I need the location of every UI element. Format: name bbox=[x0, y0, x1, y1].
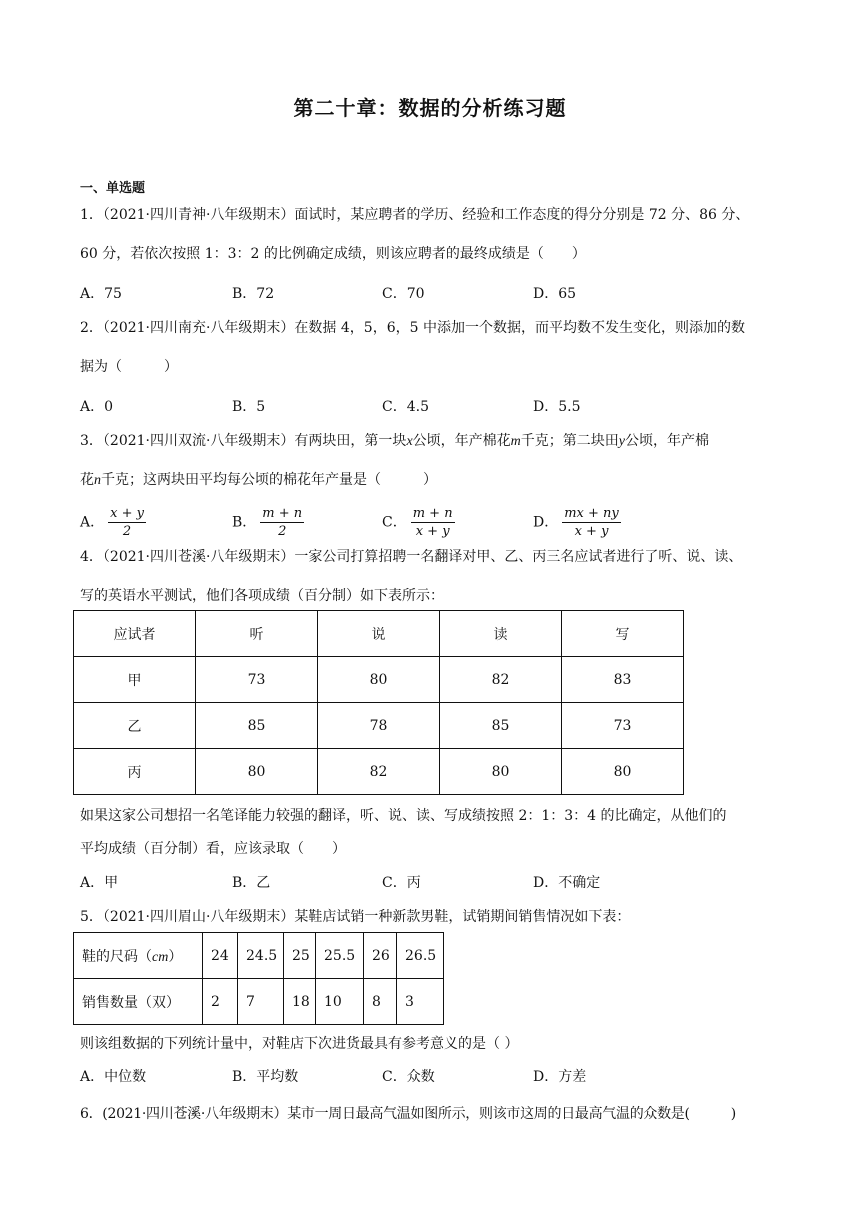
shoe-sales-table bbox=[73, 932, 444, 1025]
option-b: B．平均数 bbox=[232, 1069, 299, 1085]
question-5-line-2: 则该组数据的下列统计量中，对鞋店下次进货最具有参考意义的是（ ） bbox=[80, 1036, 519, 1052]
option-label: C． bbox=[382, 514, 407, 531]
table-row-label: 销售数量（双） bbox=[74, 979, 203, 1025]
option-b bbox=[232, 505, 304, 540]
option-c: C．丙 bbox=[382, 875, 421, 891]
table-cell: 2 bbox=[203, 979, 238, 1025]
q3-text-f: 千克；这两块田平均每公顷的棉花年产量是（ ） bbox=[101, 472, 437, 488]
option-label: A． bbox=[80, 514, 105, 531]
option-label: B． bbox=[232, 514, 257, 531]
q3-text-d: 公顷，年产棉 bbox=[625, 433, 709, 449]
question-3-line-2 bbox=[80, 469, 800, 489]
option-c: C．众数 bbox=[382, 1069, 435, 1085]
question-5-line-1: 5．（2021·四川眉山·八年级期末）某鞋店试销一种新款男鞋，试销期间销售情况如下表： bbox=[80, 909, 631, 925]
q3-text-a: 3．（2021·四川双流·八年级期末）有两块田，第一块 bbox=[80, 433, 407, 449]
fraction bbox=[260, 505, 304, 540]
label-text-end: ） bbox=[168, 948, 183, 965]
q3-text-e: 花 bbox=[80, 472, 94, 488]
table-cell: 80 bbox=[318, 657, 440, 703]
table-row bbox=[74, 933, 444, 979]
option-b: B．72 bbox=[232, 286, 275, 302]
option-a bbox=[80, 505, 146, 540]
denominator: 2 bbox=[122, 524, 132, 539]
numerator: m + n bbox=[412, 506, 453, 521]
table-cell: 85 bbox=[196, 703, 318, 749]
option-a: A．75 bbox=[80, 286, 122, 302]
table-cell: 3 bbox=[397, 979, 444, 1025]
table-row bbox=[74, 703, 684, 749]
table-header-cell: 写 bbox=[562, 611, 684, 657]
table-cell: 24.5 bbox=[238, 933, 284, 979]
table-cell: 80 bbox=[562, 749, 684, 795]
question-6-line-1: 6．(2021·四川苍溪·八年级期末）某市一周日最高气温如图所示，则该市这周的日最高气温的众数是( ) bbox=[80, 1106, 736, 1122]
table-cell: 8 bbox=[364, 979, 397, 1025]
option-c: C．70 bbox=[382, 286, 425, 302]
var-m: m bbox=[510, 434, 521, 449]
fraction bbox=[411, 505, 455, 540]
table-cell: 73 bbox=[196, 657, 318, 703]
option-a: A．甲 bbox=[80, 875, 119, 891]
table-cell: 25 bbox=[284, 933, 316, 979]
page-title: 第二十章：数据的分析练习题 bbox=[293, 96, 567, 120]
numerator: m + n bbox=[262, 506, 303, 521]
table-cell: 甲 bbox=[74, 657, 196, 703]
table-cell: 73 bbox=[562, 703, 684, 749]
label-text: 鞋的尺码（ bbox=[82, 948, 152, 965]
option-b: B．乙 bbox=[232, 875, 271, 891]
option-b: B．5 bbox=[232, 399, 266, 415]
option-label: D． bbox=[533, 514, 559, 531]
table-cell: 25.5 bbox=[316, 933, 364, 979]
table-cell: 10 bbox=[316, 979, 364, 1025]
fraction bbox=[108, 505, 146, 540]
var-n: n bbox=[94, 473, 101, 488]
table-row bbox=[74, 657, 684, 703]
question-2-line-1: 2．（2021·四川南充·八年级期末）在数据 4，5，6，5 中添加一个数据，而平均数不发生变化，则添加的数 bbox=[80, 320, 745, 336]
question-4-line-3: 如果这家公司想招一名笔译能力较强的翻译，听、说、读、写成绩按照 2：1：3：4 的比确定，从他们的 bbox=[80, 808, 727, 824]
denominator: x + y bbox=[415, 524, 450, 539]
question-4-line-1: 4．（2021·四川苍溪·八年级期末）一家公司打算招聘一名翻译对甲、乙、丙三名应试者进行了听、说、读、 bbox=[80, 549, 743, 565]
option-c: C．4.5 bbox=[382, 399, 429, 415]
question-4-line-2: 写的英语水平测试，他们各项成绩（百分制）如下表所示： bbox=[80, 588, 444, 604]
table-cell: 18 bbox=[284, 979, 316, 1025]
q3-text-c: 千克；第二块田 bbox=[520, 433, 619, 449]
table-cell: 26.5 bbox=[397, 933, 444, 979]
var-x: x bbox=[406, 434, 413, 449]
option-d: D．65 bbox=[533, 286, 577, 302]
var-y: y bbox=[618, 434, 625, 449]
denominator: x + y bbox=[574, 524, 609, 539]
option-d bbox=[533, 505, 621, 540]
option-d: D．不确定 bbox=[533, 875, 601, 891]
table-header-cell: 读 bbox=[440, 611, 562, 657]
table-row-label bbox=[74, 933, 203, 979]
table-row bbox=[74, 979, 444, 1025]
table-header-cell: 应试者 bbox=[74, 611, 196, 657]
numerator: mx + ny bbox=[564, 506, 619, 521]
table-cell: 82 bbox=[318, 749, 440, 795]
numerator: x + y bbox=[110, 506, 144, 521]
scores-table bbox=[73, 610, 684, 795]
fraction bbox=[562, 505, 621, 540]
table-header-row bbox=[74, 611, 684, 657]
table-cell: 82 bbox=[440, 657, 562, 703]
option-a: A．中位数 bbox=[80, 1069, 147, 1085]
table-cell: 80 bbox=[196, 749, 318, 795]
table-cell: 24 bbox=[203, 933, 238, 979]
option-c bbox=[382, 505, 455, 540]
question-1-line-1: 1．（2021·四川青神·八年级期末）面试时，某应聘者的学历、经验和工作态度的得分分别是 72 分、86 分、 bbox=[80, 207, 750, 223]
denominator: 2 bbox=[278, 524, 287, 539]
table-cell: 80 bbox=[440, 749, 562, 795]
q3-text-b: 公顷，年产棉花 bbox=[412, 433, 511, 449]
table-row bbox=[74, 749, 684, 795]
question-4-line-4: 平均成绩（百分制）看，应该录取（ ） bbox=[80, 841, 346, 857]
section-heading: 一、单选题 bbox=[80, 181, 146, 196]
table-cell: 丙 bbox=[74, 749, 196, 795]
table-cell: 乙 bbox=[74, 703, 196, 749]
unit-text: cm bbox=[152, 949, 169, 965]
option-d: D．5.5 bbox=[533, 399, 581, 415]
table-cell: 7 bbox=[238, 979, 284, 1025]
table-cell: 83 bbox=[562, 657, 684, 703]
option-d: D．方差 bbox=[533, 1069, 587, 1085]
table-header-cell: 说 bbox=[318, 611, 440, 657]
table-header-cell: 听 bbox=[196, 611, 318, 657]
question-1-line-2: 60 分，若依次按照 1：3：2 的比例确定成绩，则该应聘者的最终成绩是（ ） bbox=[80, 246, 586, 262]
table-cell: 26 bbox=[364, 933, 397, 979]
question-3-line-1 bbox=[80, 430, 800, 450]
table-cell: 78 bbox=[318, 703, 440, 749]
table-cell: 85 bbox=[440, 703, 562, 749]
question-2-line-2: 据为（ ） bbox=[80, 359, 178, 375]
option-a: A．0 bbox=[80, 399, 114, 415]
